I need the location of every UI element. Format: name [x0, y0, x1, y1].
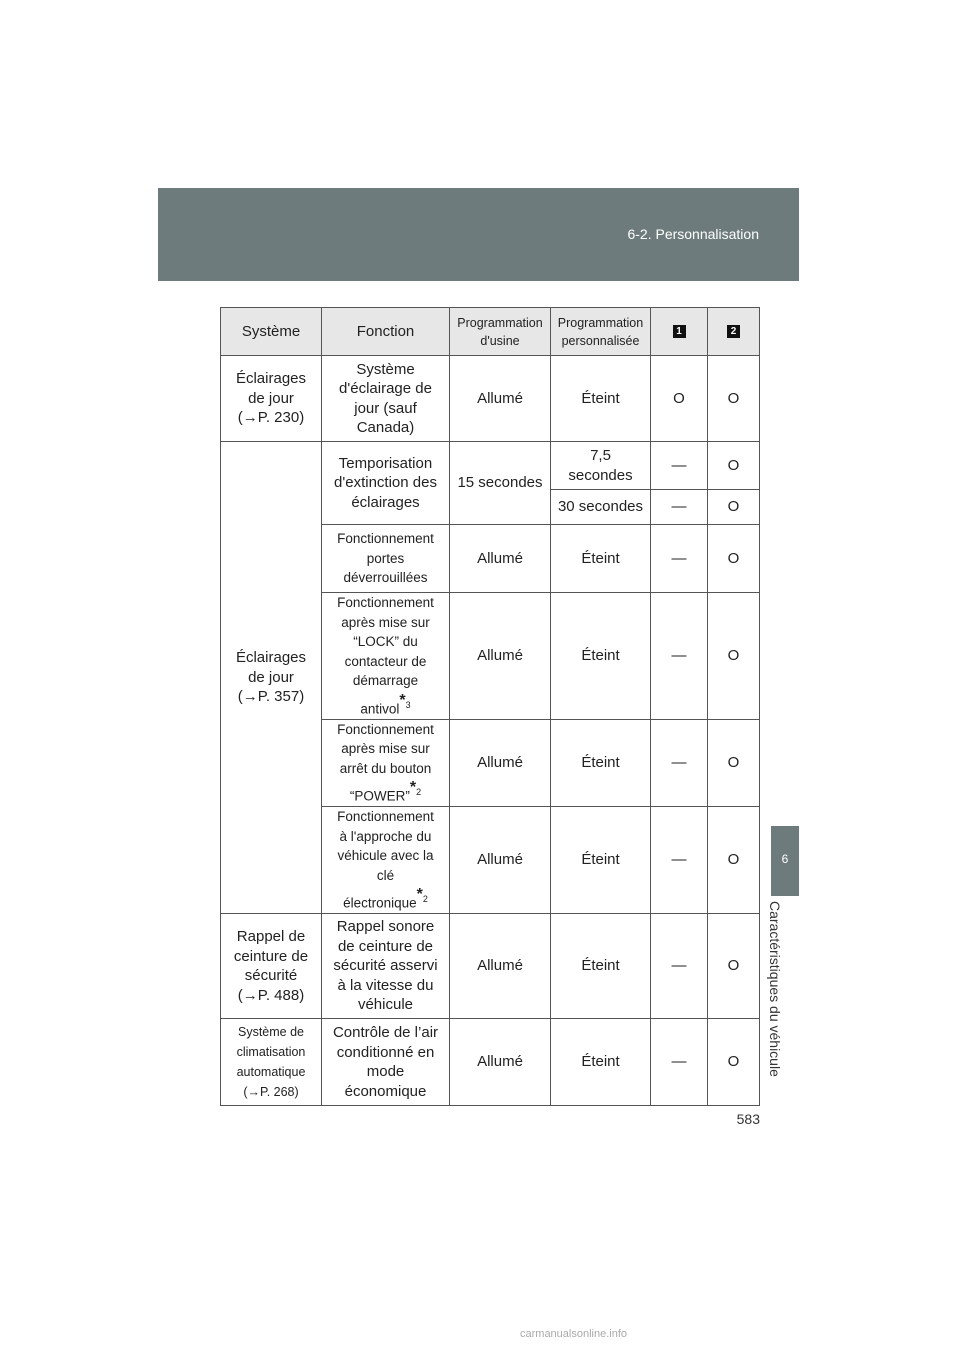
custom-cell: Éteint: [551, 525, 651, 593]
custom-cell: Éteint: [551, 914, 651, 1019]
system-cell: Système de climatisation automatique (→P. 268): [221, 1019, 322, 1106]
header-custom-setting: Programmation personnalisée: [551, 308, 651, 356]
badge-1-icon: 1: [673, 325, 686, 338]
col2-cell: O: [708, 914, 760, 1019]
factory-cell: Allumé: [450, 356, 551, 442]
function-text: Fonctionnement à l'approche du véhicule avec la clé électronique: [337, 809, 434, 911]
table-row: [221, 914, 760, 1019]
col2-cell: O: [708, 593, 760, 720]
custom-cell: Éteint: [551, 356, 651, 442]
factory-cell: Allumé: [450, 719, 551, 807]
function-cell: [322, 593, 450, 720]
col1-cell: —: [651, 442, 708, 490]
col1-cell: —: [651, 1019, 708, 1106]
function-cell: Rappel sonore de ceinture de sécurité asservi à la vitesse du véhicule: [322, 914, 450, 1019]
col2-cell: O: [708, 525, 760, 593]
header-factory-setting: Programmation d'usine: [450, 308, 551, 356]
customization-table: [220, 307, 760, 1106]
custom-cell: Éteint: [551, 719, 651, 807]
col2-cell: O: [708, 442, 760, 490]
function-cell: [322, 719, 450, 807]
col2-cell: O: [708, 1019, 760, 1106]
col2-cell: O: [708, 719, 760, 807]
badge-2-icon: 2: [727, 325, 740, 338]
factory-cell: Allumé: [450, 807, 551, 914]
factory-cell: Allumé: [450, 1019, 551, 1106]
function-cell: Temporisation d'extinction des éclairages: [322, 442, 450, 525]
footnote-marker: *3: [399, 691, 411, 710]
col1-cell: O: [651, 356, 708, 442]
header-system: Système: [221, 308, 322, 356]
custom-cell: Éteint: [551, 807, 651, 914]
footnote-marker: *2: [409, 779, 422, 797]
col2-cell: O: [708, 356, 760, 442]
chapter-tab: [771, 826, 799, 896]
function-cell: Système d'éclairage de jour (sauf Canada): [322, 356, 450, 442]
col1-cell: —: [651, 719, 708, 807]
col1-cell: —: [651, 525, 708, 593]
chapter-number: 6: [781, 852, 789, 866]
table-row: [221, 1019, 760, 1106]
custom-cell: Éteint: [551, 1019, 651, 1106]
chapter-title: Caractéristiques du véhicule: [767, 901, 783, 1077]
section-header-band: [158, 188, 799, 281]
page-number: 583: [736, 1111, 760, 1127]
header-function: Fonction: [322, 308, 450, 356]
factory-cell: Allumé: [450, 593, 551, 720]
col1-cell: —: [651, 490, 708, 525]
function-text: Fonctionnement après mise sur arrêt du bouton “POWER”: [337, 721, 434, 804]
function-text: Fonctionnement après mise sur “LOCK” du contacteur de démarrage antivol: [337, 595, 434, 716]
table-header-row: [221, 308, 760, 356]
custom-cell: Éteint: [551, 593, 651, 720]
system-cell: Éclairages de jour (→P. 357): [221, 442, 322, 914]
col1-cell: —: [651, 593, 708, 720]
header-col-1: [651, 308, 708, 356]
col2-cell: O: [708, 490, 760, 525]
system-cell: Éclairages de jour (→P. 230): [221, 356, 322, 442]
function-cell: Contrôle de l’air conditionné en mode économique: [322, 1019, 450, 1106]
col1-cell: —: [651, 807, 708, 914]
watermark[interactable]: carmanualsonline.info: [520, 1328, 628, 1340]
factory-cell: Allumé: [450, 914, 551, 1019]
factory-cell: Allumé: [450, 525, 551, 593]
col1-cell: —: [651, 914, 708, 1019]
footnote-text: 3: [405, 699, 411, 710]
footnote-text: 2: [416, 787, 422, 797]
col2-cell: O: [708, 807, 760, 914]
system-cell: Rappel de ceinture de sécurité (→P. 488): [221, 914, 322, 1019]
custom-cell: 7,5 secondes: [551, 442, 651, 490]
function-cell: [322, 807, 450, 914]
custom-cell: 30 secondes: [551, 490, 651, 525]
table-row: [221, 442, 760, 490]
section-title: 6-2. Personnalisation: [627, 226, 759, 242]
table-row: [221, 356, 760, 442]
footnote-marker: *2: [416, 886, 428, 904]
header-col-2: [708, 308, 760, 356]
footnote-text: 2: [422, 894, 428, 904]
factory-cell: 15 secondes: [450, 442, 551, 525]
function-cell: Fonctionnement portes déverrouillées: [322, 525, 450, 593]
